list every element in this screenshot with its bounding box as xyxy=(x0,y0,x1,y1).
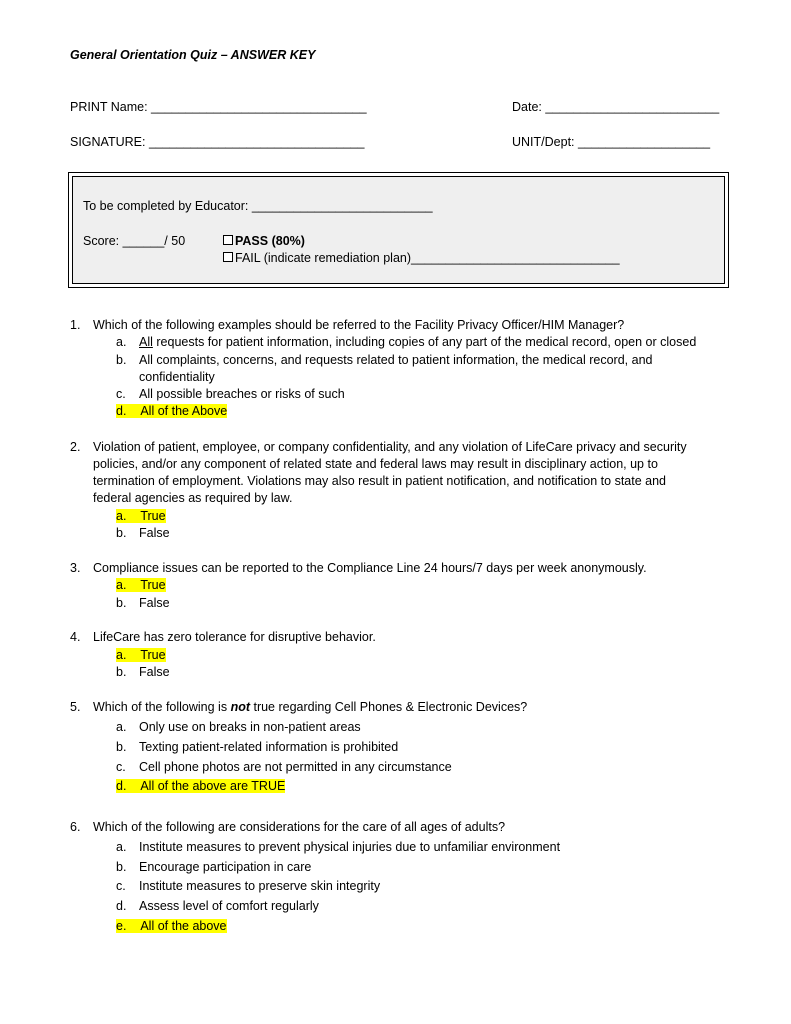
question-number: 5. xyxy=(70,700,81,714)
option-text: All of the above xyxy=(140,919,227,933)
option-text: All of the above are TRUE xyxy=(140,779,286,793)
option-letter: a. xyxy=(116,720,127,734)
option-text: Institute measures to prevent physical injuries due to unfamiliar environment xyxy=(139,840,561,854)
answer-highlight xyxy=(116,404,227,418)
option-letter: b. xyxy=(116,596,127,610)
option-letter: c. xyxy=(116,879,126,893)
educator-completed-by[interactable]: To be completed by Educator: __________________________ xyxy=(83,199,433,213)
question-text: termination of employment. Violations may also result in patient notification, and notification to state and xyxy=(93,474,667,488)
pass-label: PASS (80%) xyxy=(235,234,305,248)
fail-checkbox[interactable] xyxy=(223,252,233,262)
question-number: 1. xyxy=(70,318,81,332)
question-text: federal agencies as required by law. xyxy=(93,491,293,505)
option-text: False xyxy=(139,665,170,679)
signature-field[interactable]: SIGNATURE: _______________________________ xyxy=(70,135,365,149)
option-letter: e. xyxy=(116,919,127,933)
question-text: Which of the following are considerations for the care of all ages of adults? xyxy=(93,820,506,834)
option-emphasis: All xyxy=(139,335,153,349)
fail-option[interactable] xyxy=(223,251,620,265)
question-number: 6. xyxy=(70,820,81,834)
date-field[interactable]: Date: _________________________ xyxy=(512,100,720,114)
option-text: False xyxy=(139,596,170,610)
question-text-post: true regarding Cell Phones & Electronic Devices? xyxy=(250,700,528,714)
option-text: Texting patient-related information is prohibited xyxy=(139,740,399,754)
print-name-field[interactable]: PRINT Name: _______________________________ xyxy=(70,100,367,114)
page-title: General Orientation Quiz – ANSWER KEY xyxy=(70,48,316,62)
answer-highlight xyxy=(116,648,166,662)
option-letter: c. xyxy=(116,760,126,774)
question-number: 2. xyxy=(70,440,81,454)
option-letter: d. xyxy=(116,404,127,418)
option-text: True xyxy=(140,648,166,662)
option-text: Institute measures to preserve skin integrity xyxy=(139,879,381,893)
option-text: True xyxy=(140,578,166,592)
pass-option[interactable] xyxy=(223,234,305,248)
answer-highlight xyxy=(116,509,166,523)
option-text: Only use on breaks in non-patient areas xyxy=(139,720,361,734)
option-letter: a. xyxy=(116,335,127,349)
option-text: All complaints, concerns, and requests related to patient information, the medical record, and xyxy=(139,353,653,367)
question-text: Violation of patient, employee, or company confidentiality, and any violation of LifeCare privacy and security xyxy=(93,440,687,454)
question-number: 3. xyxy=(70,561,81,575)
option-letter: a. xyxy=(116,509,127,523)
unit-dept-field[interactable]: UNIT/Dept: ___________________ xyxy=(512,135,711,149)
question-text-pre: Which of the following is xyxy=(93,700,231,714)
question-text: LifeCare has zero tolerance for disruptive behavior. xyxy=(93,630,376,644)
question-emphasis: not xyxy=(230,700,250,714)
option-text: All possible breaches or risks of such xyxy=(139,387,345,401)
option-letter: b. xyxy=(116,740,127,754)
option-letter: a. xyxy=(116,648,127,662)
educator-box xyxy=(68,172,729,288)
option-letter: b. xyxy=(116,526,127,540)
question-text xyxy=(93,700,527,714)
option-text: False xyxy=(139,526,170,540)
answer-highlight xyxy=(116,919,227,933)
option-text: True xyxy=(140,509,166,523)
question-text: Which of the following examples should be referred to the Facility Privacy Officer/HIM Manager? xyxy=(93,318,625,332)
answer-highlight xyxy=(116,578,166,592)
option-text-rest: requests for patient information, including copies of any part of the medical record, open or closed xyxy=(152,335,697,349)
option-letter: b. xyxy=(116,353,127,367)
question-number: 4. xyxy=(70,630,81,644)
option-letter: d. xyxy=(116,779,127,793)
answer-highlight xyxy=(116,779,285,793)
option-letter: a. xyxy=(116,840,127,854)
option-text-continued: confidentiality xyxy=(139,370,215,384)
pass-checkbox[interactable] xyxy=(223,235,233,245)
option-letter: a. xyxy=(116,578,127,592)
option-letter: d. xyxy=(116,899,127,913)
question-text: Compliance issues can be reported to the Compliance Line 24 hours/7 days per week anonymously. xyxy=(93,561,647,575)
option-text: All of the Above xyxy=(140,404,228,418)
score-field[interactable]: Score: ______/ 50 xyxy=(83,234,186,248)
question-text: policies, and/or any component of related state and federal laws may result in disciplinary action, up to xyxy=(93,457,658,471)
option-letter: b. xyxy=(116,860,127,874)
option-text xyxy=(139,335,696,349)
option-letter: b. xyxy=(116,665,127,679)
option-text: Cell phone photos are not permitted in any circumstance xyxy=(139,760,452,774)
option-text: Encourage participation in care xyxy=(139,860,312,874)
option-text: Assess level of comfort regularly xyxy=(139,899,319,913)
fail-label: FAIL (indicate remediation plan)______________________________ xyxy=(235,251,620,265)
option-letter: c. xyxy=(116,387,126,401)
